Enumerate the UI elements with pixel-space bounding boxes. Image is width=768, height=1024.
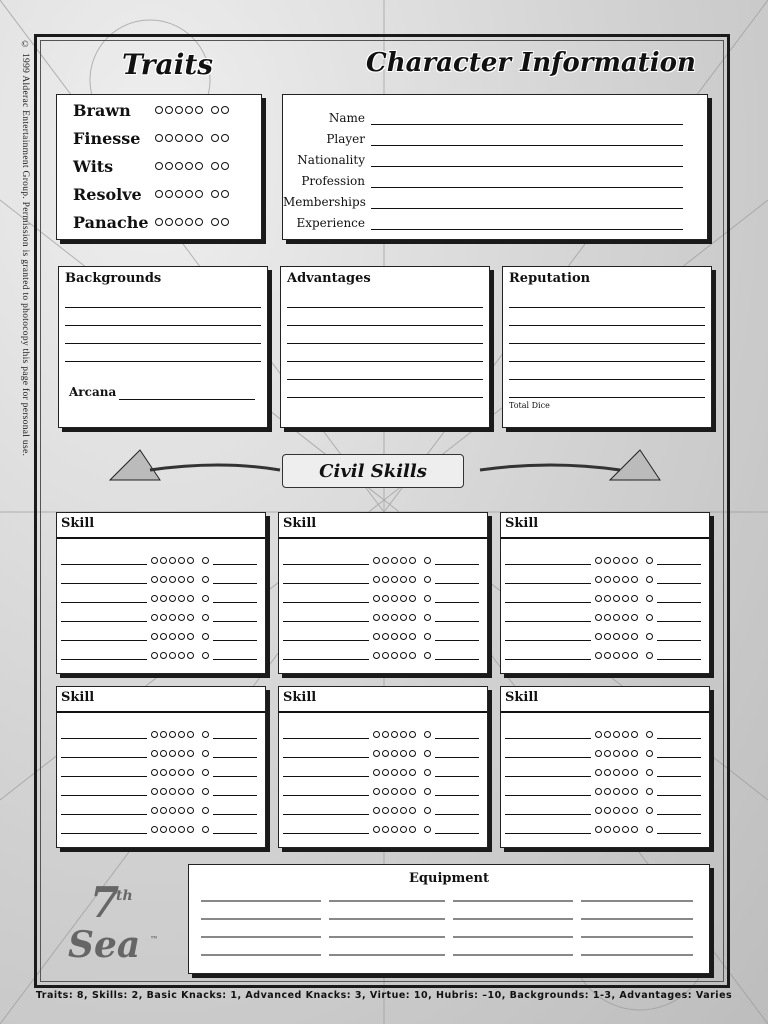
arcana-label: Arcana	[69, 385, 117, 399]
knack-note-field[interactable]	[435, 554, 479, 565]
knack-note-field[interactable]	[213, 592, 257, 603]
knack-rank-circles[interactable]	[373, 574, 431, 584]
knack-name-field[interactable]	[61, 573, 147, 584]
info-label: Memberships	[283, 195, 366, 209]
knack-note-field[interactable]	[213, 728, 257, 739]
trait-name: Brawn	[73, 100, 131, 120]
nationality-field[interactable]	[371, 152, 683, 167]
knack-rank-circles[interactable]	[151, 650, 209, 660]
knack-name-field[interactable]	[283, 804, 369, 815]
knack-rank-circles[interactable]	[151, 574, 209, 584]
knack-rank-circles[interactable]	[151, 631, 209, 641]
equipment-panel	[188, 864, 710, 974]
trait-rank-circles[interactable]	[155, 218, 229, 226]
sextant-left-icon	[110, 450, 160, 480]
knack-rank-circles[interactable]	[151, 593, 209, 603]
advantages-line[interactable]	[287, 325, 483, 326]
reputation-line[interactable]	[509, 307, 705, 308]
knack-row	[505, 778, 705, 796]
knack-row	[505, 816, 705, 834]
backgrounds-line[interactable]	[65, 361, 261, 362]
knack-row	[61, 740, 261, 758]
knack-rank-circles[interactable]	[595, 574, 653, 584]
knack-name-field[interactable]	[61, 592, 147, 603]
knack-row	[505, 547, 705, 565]
reputation-line[interactable]	[509, 343, 705, 344]
total-dice-label: Total Dice	[509, 401, 550, 410]
knack-rank-circles[interactable]	[373, 767, 431, 777]
knack-note-field[interactable]	[213, 747, 257, 758]
knack-rank-circles[interactable]	[595, 748, 653, 758]
backgrounds-line[interactable]	[65, 343, 261, 344]
knack-note-field[interactable]	[657, 728, 701, 739]
trait-rank-circles[interactable]	[155, 106, 229, 114]
knack-name-field[interactable]	[505, 747, 591, 758]
knack-note-field[interactable]	[213, 823, 257, 834]
knack-rank-circles[interactable]	[373, 805, 431, 815]
knack-rank-circles[interactable]	[373, 786, 431, 796]
knack-row	[283, 759, 483, 777]
knack-note-field[interactable]	[213, 573, 257, 584]
knack-rank-circles[interactable]	[595, 650, 653, 660]
knack-row	[505, 721, 705, 739]
knack-note-field[interactable]	[213, 611, 257, 622]
rope-right-icon	[480, 465, 620, 470]
knack-rank-circles[interactable]	[595, 729, 653, 739]
knack-row	[505, 566, 705, 584]
skill-box-title: Skill	[61, 690, 95, 705]
knack-note-field[interactable]	[213, 804, 257, 815]
reputation-panel	[502, 266, 712, 428]
knack-name-field[interactable]	[283, 785, 369, 796]
knack-note-field[interactable]	[435, 630, 479, 641]
knack-note-field[interactable]	[213, 785, 257, 796]
knack-note-field[interactable]	[213, 766, 257, 777]
knack-note-field[interactable]	[435, 573, 479, 584]
trait-rank-circles[interactable]	[155, 162, 229, 170]
knack-row	[283, 623, 483, 641]
trait-name: Panache	[73, 212, 149, 232]
reputation-line[interactable]	[509, 397, 705, 398]
knack-rank-circles[interactable]	[373, 612, 431, 622]
info-row-profession	[283, 168, 703, 188]
knack-note-field[interactable]	[435, 804, 479, 815]
knack-name-field[interactable]	[283, 728, 369, 739]
knack-rank-circles[interactable]	[373, 650, 431, 660]
trait-row-finesse	[73, 125, 263, 151]
knack-name-field[interactable]	[505, 611, 591, 622]
civil-skills-banner	[282, 454, 464, 488]
knack-rank-circles[interactable]	[595, 555, 653, 565]
info-label: Profession	[301, 174, 365, 188]
knack-name-field[interactable]	[61, 611, 147, 622]
knack-row	[61, 778, 261, 796]
advantages-line[interactable]	[287, 361, 483, 362]
knack-row	[61, 816, 261, 834]
knack-name-field[interactable]	[505, 728, 591, 739]
knack-note-field[interactable]	[657, 766, 701, 777]
knack-note-field[interactable]	[657, 573, 701, 584]
skill-box-1	[56, 512, 266, 674]
skill-box-title: Skill	[283, 690, 317, 705]
7th-sea-logo	[64, 878, 174, 974]
knack-name-field[interactable]	[283, 554, 369, 565]
knack-note-field[interactable]	[435, 728, 479, 739]
logo-th: th	[116, 888, 133, 904]
trait-row-resolve	[73, 181, 263, 207]
backgrounds-line[interactable]	[65, 325, 261, 326]
knack-row	[283, 778, 483, 796]
reputation-title: Reputation	[509, 271, 591, 286]
knack-rank-circles[interactable]	[595, 805, 653, 815]
knack-rank-circles[interactable]	[595, 631, 653, 641]
knack-note-field[interactable]	[435, 785, 479, 796]
knack-row	[283, 740, 483, 758]
knack-name-field[interactable]	[61, 554, 147, 565]
knack-rank-circles[interactable]	[373, 748, 431, 758]
knack-name-field[interactable]	[61, 747, 147, 758]
logo-seven: 7	[90, 878, 120, 927]
knack-note-field[interactable]	[435, 611, 479, 622]
experience-field[interactable]	[371, 215, 683, 230]
knack-note-field[interactable]	[657, 630, 701, 641]
info-row-name	[283, 105, 703, 125]
sextant-right-icon	[610, 450, 660, 480]
knack-rank-circles[interactable]	[373, 729, 431, 739]
skill-header-rule[interactable]	[279, 537, 487, 539]
skill-box-5	[278, 686, 488, 848]
info-label: Nationality	[297, 153, 365, 167]
knack-row	[283, 547, 483, 565]
footer-rules: Traits: 8, Skills: 2, Basic Knacks: 1, Advanced Knacks: 3, Virtue: 10, Hubris: –10, Backgrounds: 1-3, Advantages: Varies	[35, 990, 733, 1001]
knack-row	[505, 585, 705, 603]
arcana-field[interactable]	[119, 399, 255, 400]
knack-rank-circles[interactable]	[151, 786, 209, 796]
reputation-line[interactable]	[509, 325, 705, 326]
knack-rank-circles[interactable]	[151, 767, 209, 777]
trait-rank-circles[interactable]	[155, 134, 229, 142]
player-field[interactable]	[371, 131, 683, 146]
skill-box-6	[500, 686, 710, 848]
knack-note-field[interactable]	[435, 592, 479, 603]
skill-box-3	[500, 512, 710, 674]
equipment-title: Equipment	[409, 871, 489, 886]
knack-rank-circles[interactable]	[151, 555, 209, 565]
knack-note-field[interactable]	[657, 747, 701, 758]
rope-left-icon	[150, 465, 280, 470]
knack-name-field[interactable]	[283, 630, 369, 641]
name-field[interactable]	[371, 110, 683, 125]
skill-header-rule[interactable]	[57, 537, 265, 539]
knack-note-field[interactable]	[657, 592, 701, 603]
knack-name-field[interactable]	[505, 592, 591, 603]
equipment-lines[interactable]	[189, 865, 711, 975]
skill-box-title: Skill	[505, 690, 539, 705]
skill-header-rule[interactable]	[279, 711, 487, 713]
knack-note-field[interactable]	[657, 554, 701, 565]
knack-rank-circles[interactable]	[373, 555, 431, 565]
knack-name-field[interactable]	[61, 785, 147, 796]
knack-row	[505, 604, 705, 622]
advantages-panel	[280, 266, 490, 428]
knack-note-field[interactable]	[657, 649, 701, 660]
knack-row	[61, 604, 261, 622]
trait-name: Resolve	[73, 184, 142, 204]
knack-name-field[interactable]	[505, 785, 591, 796]
knack-rank-circles[interactable]	[595, 767, 653, 777]
knack-name-field[interactable]	[505, 649, 591, 660]
skill-header-rule[interactable]	[501, 711, 709, 713]
knack-row	[61, 721, 261, 739]
knack-name-field[interactable]	[505, 554, 591, 565]
knack-name-field[interactable]	[505, 630, 591, 641]
knack-row	[505, 797, 705, 815]
knack-note-field[interactable]	[435, 649, 479, 660]
knack-row	[283, 797, 483, 815]
knack-rank-circles[interactable]	[151, 805, 209, 815]
skill-header-rule[interactable]	[57, 711, 265, 713]
advantages-line[interactable]	[287, 307, 483, 308]
knack-note-field[interactable]	[435, 766, 479, 777]
traits-panel	[56, 94, 262, 240]
knack-name-field[interactable]	[61, 766, 147, 777]
knack-name-field[interactable]	[61, 823, 147, 834]
knack-row	[61, 797, 261, 815]
knack-note-field[interactable]	[657, 611, 701, 622]
civil-skills-heading: Civil Skills	[319, 460, 427, 482]
copyright-notice: © 1999 Alderac Entertainment Group. Permission is granted to photocopy this page for personal use.	[20, 40, 30, 457]
knack-rank-circles[interactable]	[151, 748, 209, 758]
trait-row-panache	[73, 209, 263, 235]
knack-name-field[interactable]	[61, 649, 147, 660]
knack-name-field[interactable]	[505, 823, 591, 834]
knack-row	[283, 816, 483, 834]
knack-rank-circles[interactable]	[373, 593, 431, 603]
character-info-panel	[282, 94, 708, 240]
knack-note-field[interactable]	[657, 804, 701, 815]
backgrounds-title: Backgrounds	[65, 271, 162, 286]
knack-note-field[interactable]	[435, 747, 479, 758]
profession-field[interactable]	[371, 173, 683, 188]
knack-row	[283, 721, 483, 739]
character-information-heading: Character Information	[366, 48, 696, 78]
knack-note-field[interactable]	[657, 823, 701, 834]
backgrounds-line[interactable]	[65, 307, 261, 308]
skill-box-title: Skill	[61, 516, 95, 531]
knack-name-field[interactable]	[505, 766, 591, 777]
trait-rank-circles[interactable]	[155, 190, 229, 198]
knack-rank-circles[interactable]	[151, 612, 209, 622]
knack-rank-circles[interactable]	[151, 824, 209, 834]
knack-name-field[interactable]	[283, 592, 369, 603]
knack-row	[505, 740, 705, 758]
logo-sea: Sea	[68, 924, 141, 966]
knack-rank-circles[interactable]	[595, 824, 653, 834]
knack-row	[61, 759, 261, 777]
knack-row	[61, 566, 261, 584]
knack-name-field[interactable]	[61, 728, 147, 739]
knack-name-field[interactable]	[505, 573, 591, 584]
knack-row	[283, 642, 483, 660]
backgrounds-panel	[58, 266, 268, 428]
knack-note-field[interactable]	[657, 785, 701, 796]
knack-row	[505, 642, 705, 660]
knack-row	[505, 623, 705, 641]
knack-name-field[interactable]	[283, 611, 369, 622]
skill-box-2	[278, 512, 488, 674]
knack-name-field[interactable]	[283, 649, 369, 660]
knack-name-field[interactable]	[283, 823, 369, 834]
info-label: Player	[326, 132, 365, 146]
knack-note-field[interactable]	[213, 554, 257, 565]
advantages-title: Advantages	[287, 271, 371, 286]
knack-name-field[interactable]	[61, 804, 147, 815]
knack-name-field[interactable]	[283, 747, 369, 758]
reputation-line[interactable]	[509, 379, 705, 380]
knack-name-field[interactable]	[283, 573, 369, 584]
info-row-memberships	[283, 189, 703, 209]
knack-rank-circles[interactable]	[595, 786, 653, 796]
knack-note-field[interactable]	[435, 823, 479, 834]
trait-row-wits	[73, 153, 263, 179]
skill-box-4	[56, 686, 266, 848]
info-label: Name	[328, 111, 365, 125]
skill-header-rule[interactable]	[501, 537, 709, 539]
knack-row	[61, 585, 261, 603]
advantages-line[interactable]	[287, 397, 483, 398]
reputation-line[interactable]	[509, 361, 705, 362]
knack-note-field[interactable]	[213, 630, 257, 641]
knack-row	[61, 623, 261, 641]
advantages-line[interactable]	[287, 343, 483, 344]
traits-heading: Traits	[122, 48, 214, 81]
memberships-field[interactable]	[371, 194, 683, 209]
advantages-line[interactable]	[287, 379, 483, 380]
trait-name: Finesse	[73, 128, 141, 148]
knack-rank-circles[interactable]	[373, 824, 431, 834]
skill-box-title: Skill	[505, 516, 539, 531]
knack-row	[61, 642, 261, 660]
knack-row	[283, 566, 483, 584]
info-row-player	[283, 126, 703, 146]
info-row-experience	[283, 210, 703, 230]
info-row-nationality	[283, 147, 703, 167]
logo-tm: ™	[150, 934, 158, 944]
knack-rank-circles[interactable]	[373, 631, 431, 641]
knack-row	[283, 604, 483, 622]
trait-row-brawn	[73, 97, 263, 123]
knack-rank-circles[interactable]	[595, 612, 653, 622]
knack-rank-circles[interactable]	[151, 729, 209, 739]
knack-rank-circles[interactable]	[595, 593, 653, 603]
skill-box-title: Skill	[283, 516, 317, 531]
info-label: Experience	[296, 216, 365, 230]
knack-row	[61, 547, 261, 565]
knack-note-field[interactable]	[213, 649, 257, 660]
knack-row	[283, 585, 483, 603]
knack-name-field[interactable]	[283, 766, 369, 777]
knack-row	[505, 759, 705, 777]
knack-name-field[interactable]	[61, 630, 147, 641]
knack-name-field[interactable]	[505, 804, 591, 815]
trait-name: Wits	[73, 156, 114, 176]
